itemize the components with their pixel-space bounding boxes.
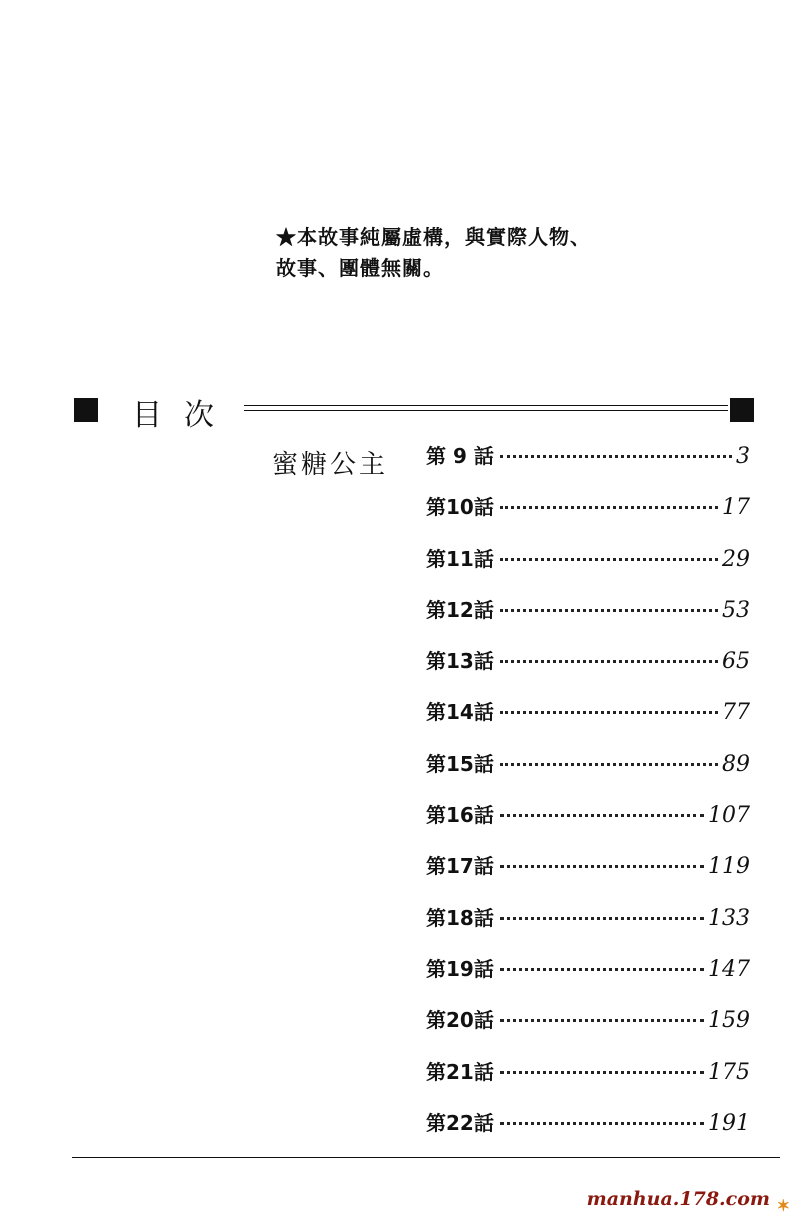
chapter-label: 第16話 (426, 803, 494, 828)
series-title: 蜜糖公主 (272, 450, 389, 480)
toc-entry[interactable] (426, 594, 750, 645)
toc-entry[interactable] (426, 1056, 750, 1107)
chapter-label: 第 9 話 (426, 444, 494, 468)
page-number: 65 (722, 649, 750, 675)
toc-entry[interactable] (426, 953, 750, 1004)
dot-leader (500, 506, 718, 509)
toc-header (74, 392, 754, 433)
toc-entry[interactable] (426, 850, 750, 901)
dot-leader (500, 558, 718, 561)
page-number: 159 (708, 1008, 750, 1034)
chapter-label: 第15話 (426, 751, 494, 776)
toc-entry[interactable] (426, 1107, 750, 1158)
page-number: 107 (708, 803, 750, 829)
dot-leader (500, 968, 704, 971)
disclaimer-line-1: ★本故事純屬虛構，與實際人物、 (276, 225, 591, 249)
site-watermark (586, 1188, 790, 1215)
dot-leader (500, 1122, 704, 1125)
page-number: 175 (708, 1059, 750, 1085)
dot-leader (500, 1071, 704, 1074)
dot-leader (500, 763, 718, 766)
toc-entry[interactable] (426, 696, 750, 747)
chapter-label: 第13話 (426, 649, 494, 674)
toc-entry[interactable] (426, 440, 750, 491)
dot-leader (500, 711, 718, 714)
page-number: 77 (722, 700, 750, 726)
page-number: 29 (722, 546, 750, 572)
chapter-label: 第17話 (426, 854, 494, 879)
page-number: 3 (736, 444, 750, 469)
page-number: 89 (722, 751, 750, 777)
disclaimer-line-2: 故事、團體無關。 (276, 256, 444, 280)
dot-leader (500, 865, 704, 868)
dot-leader (500, 917, 704, 920)
chapter-label: 第21話 (426, 1059, 494, 1084)
toc-entry[interactable] (426, 748, 750, 799)
toc-heading: 目次 (132, 398, 236, 433)
watermark-text: manhua.178.com (586, 1188, 770, 1210)
chapter-label: 第19話 (426, 956, 494, 981)
disclaimer-note (276, 222, 636, 284)
chapter-label: 第20話 (426, 1008, 494, 1033)
bottom-divider (72, 1157, 780, 1158)
toc-entry[interactable] (426, 799, 750, 850)
chapter-label: 第22話 (426, 1110, 494, 1135)
square-bullet-icon (74, 398, 98, 422)
dot-leader (500, 814, 704, 817)
square-bullet-icon (730, 398, 754, 422)
toc-entry[interactable] (426, 645, 750, 696)
toc-entry[interactable] (426, 491, 750, 542)
chapter-label: 第18話 (426, 905, 494, 930)
toc-entry[interactable] (426, 543, 750, 594)
dot-leader (500, 455, 732, 458)
chapter-label: 第10話 (426, 495, 494, 520)
page-number: 53 (722, 597, 750, 623)
toc-list (426, 440, 750, 1158)
toc-entry[interactable] (426, 1004, 750, 1055)
page-number: 191 (708, 1110, 750, 1136)
dot-leader (500, 1019, 704, 1022)
dot-leader (500, 609, 718, 612)
page-number: 147 (708, 956, 750, 982)
dot-leader (500, 660, 718, 663)
page-number: 119 (708, 854, 750, 880)
chapter-label: 第14話 (426, 700, 494, 725)
page-number: 133 (708, 905, 750, 931)
double-rule-divider (244, 405, 728, 411)
chapter-label: 第12話 (426, 597, 494, 622)
star-icon: ✶ (776, 1196, 790, 1215)
page-number: 17 (722, 495, 750, 521)
toc-entry[interactable] (426, 902, 750, 953)
chapter-label: 第11話 (426, 546, 494, 571)
